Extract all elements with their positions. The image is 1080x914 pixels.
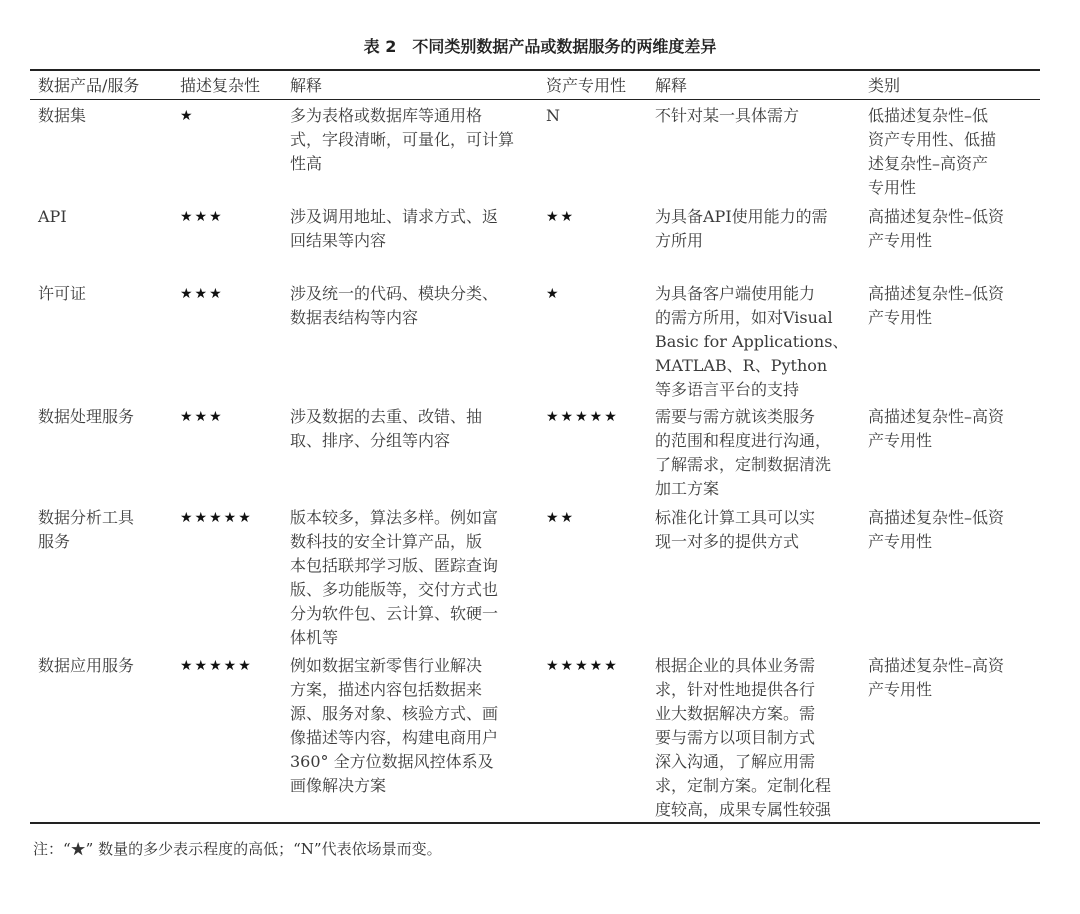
- cell-line: 等多语言平台的支持: [655, 380, 800, 399]
- cell-asset-explain: [655, 104, 799, 128]
- cell-desc-complexity-stars: [180, 506, 253, 530]
- cell-line: 产专用性: [868, 308, 933, 327]
- cell-line: 专用性: [868, 178, 917, 197]
- cell-line: 方所用: [655, 231, 704, 250]
- cell-line: 高描述复杂性–低资: [868, 508, 1005, 527]
- cell-category: [868, 506, 1004, 554]
- header-asset-specificity: 资产专用性: [546, 76, 627, 95]
- cell-line: 版、多功能版等，交付方式也: [290, 580, 499, 599]
- cell-line: 回结果等内容: [290, 231, 387, 250]
- cell-category: [868, 104, 996, 200]
- cell-desc-explain: [290, 205, 498, 253]
- cell-line: 度较高，成果专属性较强: [655, 800, 832, 819]
- cell-line: 根据企业的具体业务需: [655, 656, 816, 675]
- cell-asset-explain: [655, 405, 831, 501]
- header-asset-explain: 解释: [655, 76, 688, 95]
- cell-desc-complexity-stars: [180, 104, 195, 128]
- header-product: 数据产品/服务: [38, 76, 140, 95]
- cell-line: 产专用性: [868, 231, 933, 250]
- cell-line: 业大数据解决方案。需: [655, 704, 816, 723]
- cell-line: ★★★: [180, 409, 224, 425]
- cell-line: 画像解决方案: [290, 776, 387, 795]
- cell-line: 产专用性: [868, 680, 933, 699]
- cell-line: API: [38, 207, 67, 226]
- cell-line: 分为软件包、云计算、软硬一: [290, 604, 499, 623]
- cell-line: ★★★★★: [546, 658, 619, 674]
- header-rule: [30, 99, 1040, 100]
- cell-line: 方案，描述内容包括数据来: [290, 680, 483, 699]
- cell-asset-explain: [655, 282, 848, 402]
- cell-line: 体机等: [290, 628, 339, 647]
- cell-line: 涉及数据的去重、改错、抽: [290, 407, 483, 426]
- cell-line: 数科技的安全计算产品，版: [290, 532, 483, 551]
- cell-line: ★: [546, 286, 561, 302]
- cell-line: 高描述复杂性–高资: [868, 407, 1005, 426]
- header-desc-complexity: 描述复杂性: [180, 76, 261, 95]
- cell-desc-complexity-stars: [180, 405, 224, 429]
- cell-line: 360° 全方位数据风控体系及: [290, 752, 494, 771]
- cell-line: 源、服务对象、核验方式、画: [290, 704, 499, 723]
- cell-line: Basic for Applications、: [655, 332, 849, 351]
- cell-line: 标准化计算工具可以实: [655, 508, 816, 527]
- cell-line: ★★★★★: [180, 510, 253, 526]
- cell-product-name: [38, 104, 86, 128]
- cell-asset-specificity: [546, 506, 575, 530]
- header-category: 类别: [868, 76, 901, 95]
- cell-line: 高描述复杂性–高资: [868, 656, 1005, 675]
- cell-product-name: [38, 506, 134, 554]
- cell-line: 深入沟通，了解应用需: [655, 752, 816, 771]
- cell-line: 不针对某一具体需方: [655, 106, 800, 125]
- cell-desc-complexity-stars: [180, 654, 253, 678]
- cell-line: 要与需方以项目制方式: [655, 728, 816, 747]
- cell-product-name: [38, 405, 134, 429]
- cell-line: 数据应用服务: [38, 656, 135, 675]
- cell-asset-explain: [655, 205, 828, 253]
- cell-asset-explain: [655, 506, 815, 554]
- cell-desc-explain: [290, 654, 498, 798]
- cell-line: ★★: [546, 209, 576, 225]
- cell-line: 现一对多的提供方式: [655, 532, 800, 551]
- cell-line: 为具备客户端使用能力: [655, 284, 816, 303]
- cell-line: 了解需求，定制数据清洗: [655, 455, 832, 474]
- cell-line: N: [546, 106, 560, 125]
- cell-line: MATLAB、R、Python: [655, 356, 828, 375]
- cell-line: 性高: [290, 154, 323, 173]
- cell-line: 数据集: [38, 106, 87, 125]
- cell-category: [868, 405, 1004, 453]
- cell-line: ★★★: [180, 209, 224, 225]
- top-rule: [30, 69, 1040, 71]
- cell-line: 的需方所用，如对Visual: [655, 308, 833, 327]
- cell-line: 数据处理服务: [38, 407, 135, 426]
- header-desc-explain: 解释: [290, 76, 323, 95]
- cell-line: 高描述复杂性–低资: [868, 284, 1005, 303]
- cell-line: 例如数据宝新零售行业解决: [290, 656, 483, 675]
- cell-line: 服务: [38, 532, 71, 551]
- cell-line: 高描述复杂性–低资: [868, 207, 1005, 226]
- cell-asset-specificity: [546, 654, 619, 678]
- cell-line: 述复杂性–高资产: [868, 154, 989, 173]
- cell-line: 涉及调用地址、请求方式、返: [290, 207, 499, 226]
- cell-product-name: [38, 205, 67, 229]
- cell-desc-complexity-stars: [180, 282, 224, 306]
- cell-desc-explain: [290, 405, 482, 453]
- cell-line: ★★: [546, 510, 576, 526]
- cell-line: 多为表格或数据库等通用格: [290, 106, 483, 125]
- cell-line: 低描述复杂性–低: [868, 106, 989, 125]
- cell-asset-specificity: [546, 405, 619, 429]
- bottom-rule: [30, 822, 1040, 824]
- cell-line: ★★★★★: [546, 409, 619, 425]
- cell-line: 涉及统一的代码、模块分类、: [290, 284, 499, 303]
- cell-line: 式，字段清晰，可量化，可计算: [290, 130, 515, 149]
- cell-line: 数据表结构等内容: [290, 308, 419, 327]
- cell-asset-explain: [655, 654, 831, 822]
- cell-desc-explain: [290, 104, 514, 176]
- cell-product-name: [38, 282, 86, 306]
- cell-line: 需要与需方就该类服务: [655, 407, 816, 426]
- cell-asset-specificity: [546, 104, 560, 128]
- table-note: 注：“★” 数量的多少表示程度的高低；“N”代表依场景而变。: [33, 840, 442, 858]
- cell-line: 许可证: [38, 284, 87, 303]
- cell-asset-specificity: [546, 282, 561, 306]
- cell-category: [868, 654, 1004, 702]
- cell-line: 产专用性: [868, 431, 933, 450]
- cell-line: 加工方案: [655, 479, 720, 498]
- cell-desc-explain: [290, 282, 498, 330]
- cell-product-name: [38, 654, 134, 678]
- cell-asset-specificity: [546, 205, 575, 229]
- cell-line: 产专用性: [868, 532, 933, 551]
- cell-line: ★★★★★: [180, 658, 253, 674]
- cell-line: 为具备API使用能力的需: [655, 207, 828, 226]
- table-title: 表 2 不同类别数据产品或数据服务的两维度差异: [363, 37, 717, 56]
- cell-line: 数据分析工具: [38, 508, 135, 527]
- cell-category: [868, 205, 1004, 253]
- cell-desc-explain: [290, 506, 498, 650]
- cell-line: 求，针对性地提供各行: [655, 680, 816, 699]
- cell-line: 资产专用性、低描: [868, 130, 997, 149]
- cell-category: [868, 282, 1004, 330]
- cell-line: 取、排序、分组等内容: [290, 431, 451, 450]
- cell-line: 的范围和程度进行沟通，: [655, 431, 832, 450]
- cell-line: 求，定制方案。定制化程: [655, 776, 832, 795]
- cell-line: ★★★: [180, 286, 224, 302]
- cell-line: 本包括联邦学习版、匿踪查询: [290, 556, 499, 575]
- cell-line: 像描述等内容，构建电商用户: [290, 728, 499, 747]
- cell-desc-complexity-stars: [180, 205, 224, 229]
- cell-line: 版本较多，算法多样。例如富: [290, 508, 499, 527]
- cell-line: ★: [180, 108, 195, 124]
